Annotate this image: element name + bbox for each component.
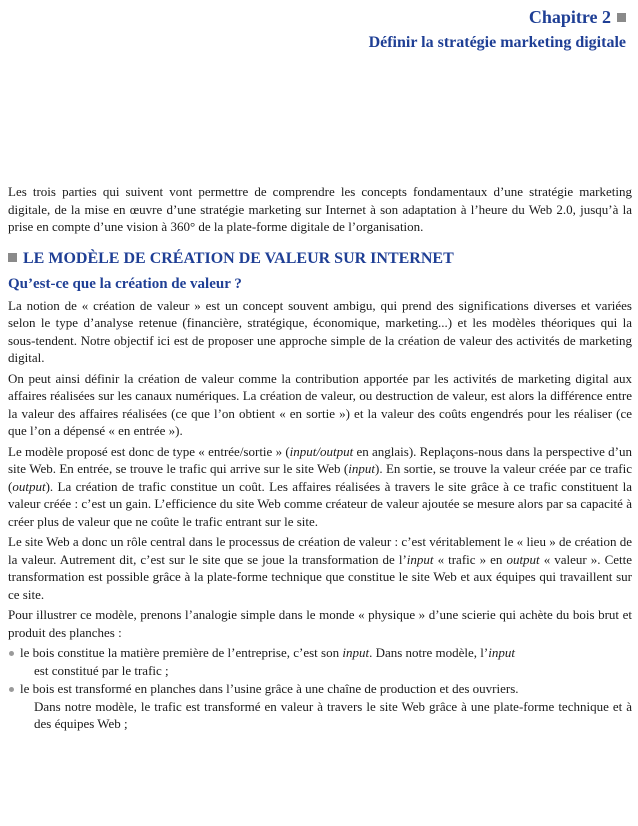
text-run: « trafic » en [433,551,507,567]
italic-term: output [506,551,540,567]
list-item [8,644,632,679]
square-marker-icon [617,13,626,22]
text-run: le bois constitue la matière première de l’entreprise, c’est son [20,645,343,660]
italic-term: input [342,645,370,660]
subsection-heading: Qu’est-ce que la création de valeur ? [8,275,242,292]
section-heading [8,248,632,270]
intro-paragraph: Les trois parties qui suivent vont permettre de comprendre les concepts fondamentaux d’une stratégie marketing digitale, de la mise en œuvre d’une stratégie marketing sur Internet à son adaptation à l’heure du Web 2.0, jusqu’à la prise en compte d’une vision à 360° de la plate-forme digitale de l’organisation. [8,184,632,234]
text-run: en anglais). Replaçons-nous dans la perspective d’un site Web. En entrée, se trouve le trafic qui arrive sur le site Web ( [8,443,632,476]
italic-term: output [12,478,46,494]
italic-term: input/output [289,443,354,459]
page-content [8,183,632,734]
chapter-title: Définir la stratégie marketing digitale [368,34,626,51]
italic-term: input [488,645,515,660]
text-run: « valeur ». Cette transformation est possible grâce à la plate-forme technique que constitue le site Web et aux équipes qui travaillent sur ce site. [8,551,633,602]
bullet-icon [9,651,14,656]
paragraph-5: Pour illustrer ce modèle, prenons l’analogie simple dans le monde « physique » d’une scierie qui achète du bois brut et produit des planches : [8,607,632,640]
section-heading-text: LE MODÈLE DE CRÉATION DE VALEUR SUR INTERNET [23,249,454,267]
paragraph-1: La notion de « création de valeur » est un concept souvent ambigu, qui prend des significations diverses et variées selon le type d’analyse retenue (financière, stratégique, économique, marketing...) et les modèles théoriques qui la sous-tendent. Notre objectif ici est de proposer une approche simple de la création de valeur des activités de marketing digital. [8,297,632,365]
chapter-label: Chapitre 2 [528,7,611,27]
text-run: est constitué par le trafic ; [34,662,169,678]
text-run: le bois est transformé en planches dans l’usine grâce à une chaîne de production et des ouvriers. [20,681,519,696]
chapter-header [369,6,626,54]
text-run: ). La création de trafic constitue un coût. Les affaires réalisées à travers le site grâce à ce trafic constituent la valeur créée : c’est un gain. L’efficience du site Web comme créateur de valeur ajoutée se mesure alors par sa capacité à créer plus de valeur que ne coûte le trafic entrant sur le site. [8,478,632,529]
text-run: ). En sortie, se trouve la valeur créée par ce trafic ( [8,461,632,494]
paragraph-4 [8,533,632,603]
square-marker-icon [8,253,17,262]
chapter-number [369,6,626,28]
paragraph-3 [8,443,632,531]
text-run: Dans notre modèle, le trafic est transformé en valeur à travers le site Web grâce à une plate-forme technique et à des équipes Web ; [34,698,632,731]
italic-term: input [406,551,434,567]
text-run: Le modèle proposé est donc de type « entrée/sortie » ( [8,443,290,459]
bullet-list [8,644,632,733]
paragraph-2: On peut ainsi définir la création de valeur comme la contribution apportée par les activités de marketing digital aux affaires réalisées sur les canaux numériques. La création de valeur, ou destruction de valeur, est alors la différence entre la valeur des affaires réalisées (ce que l’on obtient « en sortie ») et la valeur des coûts engendrés pour les réaliser (ce que l’on a dépensé « en entrée »). [8,370,632,438]
bullet-icon [9,687,14,692]
text-run: Le site Web a donc un rôle central dans le processus de création de valeur : c’est véritablement le « lieu » de création de la valeur. Autrement dit, c’est sur le site que se joue la transformation de l’ [8,534,632,567]
text-run: . Dans notre modèle, l’ [369,645,489,660]
italic-term: input [348,461,375,476]
list-item [8,680,632,733]
